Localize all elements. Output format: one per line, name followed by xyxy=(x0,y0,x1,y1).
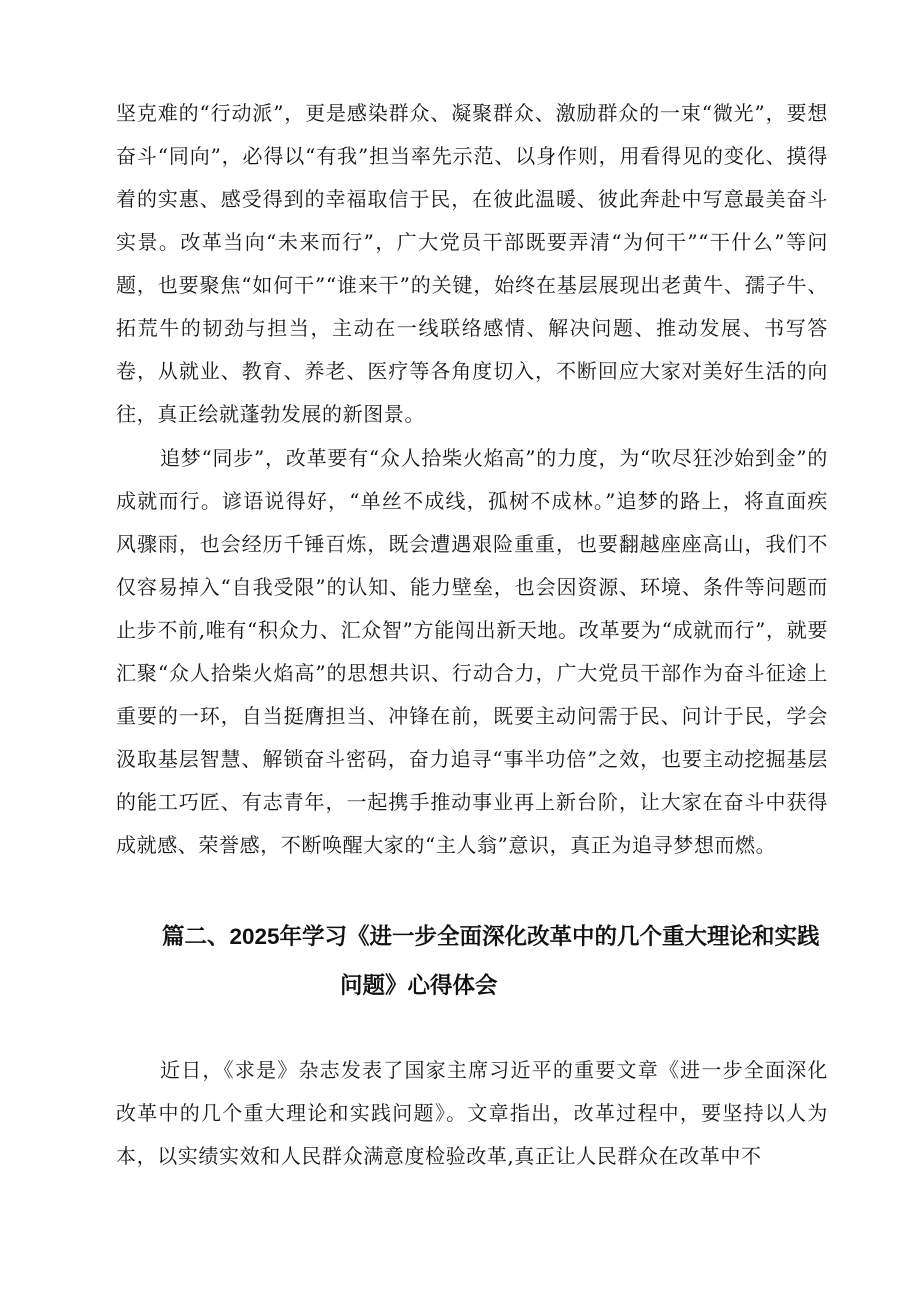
section-heading xyxy=(116,912,832,1010)
body-paragraph-continuation: 坚克难的“行动派”，更是感染群众、凝聚群众、激励群众的一束“微光”，要想奋斗“同向”，必得以“有我”担当率先示范、以身作则，用看得见的变化、摸得着的实惠、感受得到的幸福取信于民，在彼此温暖、彼此奔赴中写意最美奋斗实景。改革当向“未来而行”，广大党员干部既要弄清“为何干”“干什么”等问题，也要聚焦“如何干”“谁来干”的关键，始终在基层展现出老黄牛、孺子牛、拓荒牛的韧劲与担当，主动在一线联络感情、解决问题、推动发展、书写答卷，从就业、教育、养老、医疗等各角度切入，不断回应大家对美好生活的向往，真正绘就蓬勃发展的新图景。 xyxy=(116,101,828,426)
body-paragraph: 近日，《求是》杂志发表了国家主席习近平的重要文章《进一步全面深化改革中的几个重大理论和实践问题》。文章指出，改革过程中，要坚持以人为本，以实绩实效和人民群众满意度检验改革,真正让人民群众在改革中不 xyxy=(116,1058,828,1168)
section-heading-line-2: 问题》心得体会 xyxy=(340,973,498,998)
body-paragraph: 追梦“同步”，改革要有“众人拾柴火焰高”的力度，为“吹尽狂沙始到金”的成就而行。谚语说得好，“单丝不成线，孤树不成林。”追梦的路上，将直面疾风骤雨，也会经历千锤百炼，既会遭遇艰险重重，也要翻越座座高山，我们不仅容易掉入“自我受限”的认知、能力壁垒，也会因资源、环境、条件等问题而止步不前,唯有“积众力、汇众智”方能闯出新天地。改革要为“成就而行”，就要汇聚“众人拾柴火焰高”的思想共识、行动合力，广大党员干部作为奋斗征途上重要的一环，自当挺膺担当、冲锋在前，既要主动问需于民、问计于民，学会汲取基层智慧、解锁奋斗密码，奋力追寻“事半功倍”之效，也要主动挖掘基层的能工巧匠、有志青年，一起携手推动事业再上新台阶，让大家在奋斗中获得成就感、荣誉感，不断唤醒大家的“主人翁”意识，真正为追寻梦想而燃。 xyxy=(116,446,828,857)
section-heading-line-1: 篇二、2025年学习《进一步全面深化改革中的几个重大理论和实践 xyxy=(162,924,820,949)
